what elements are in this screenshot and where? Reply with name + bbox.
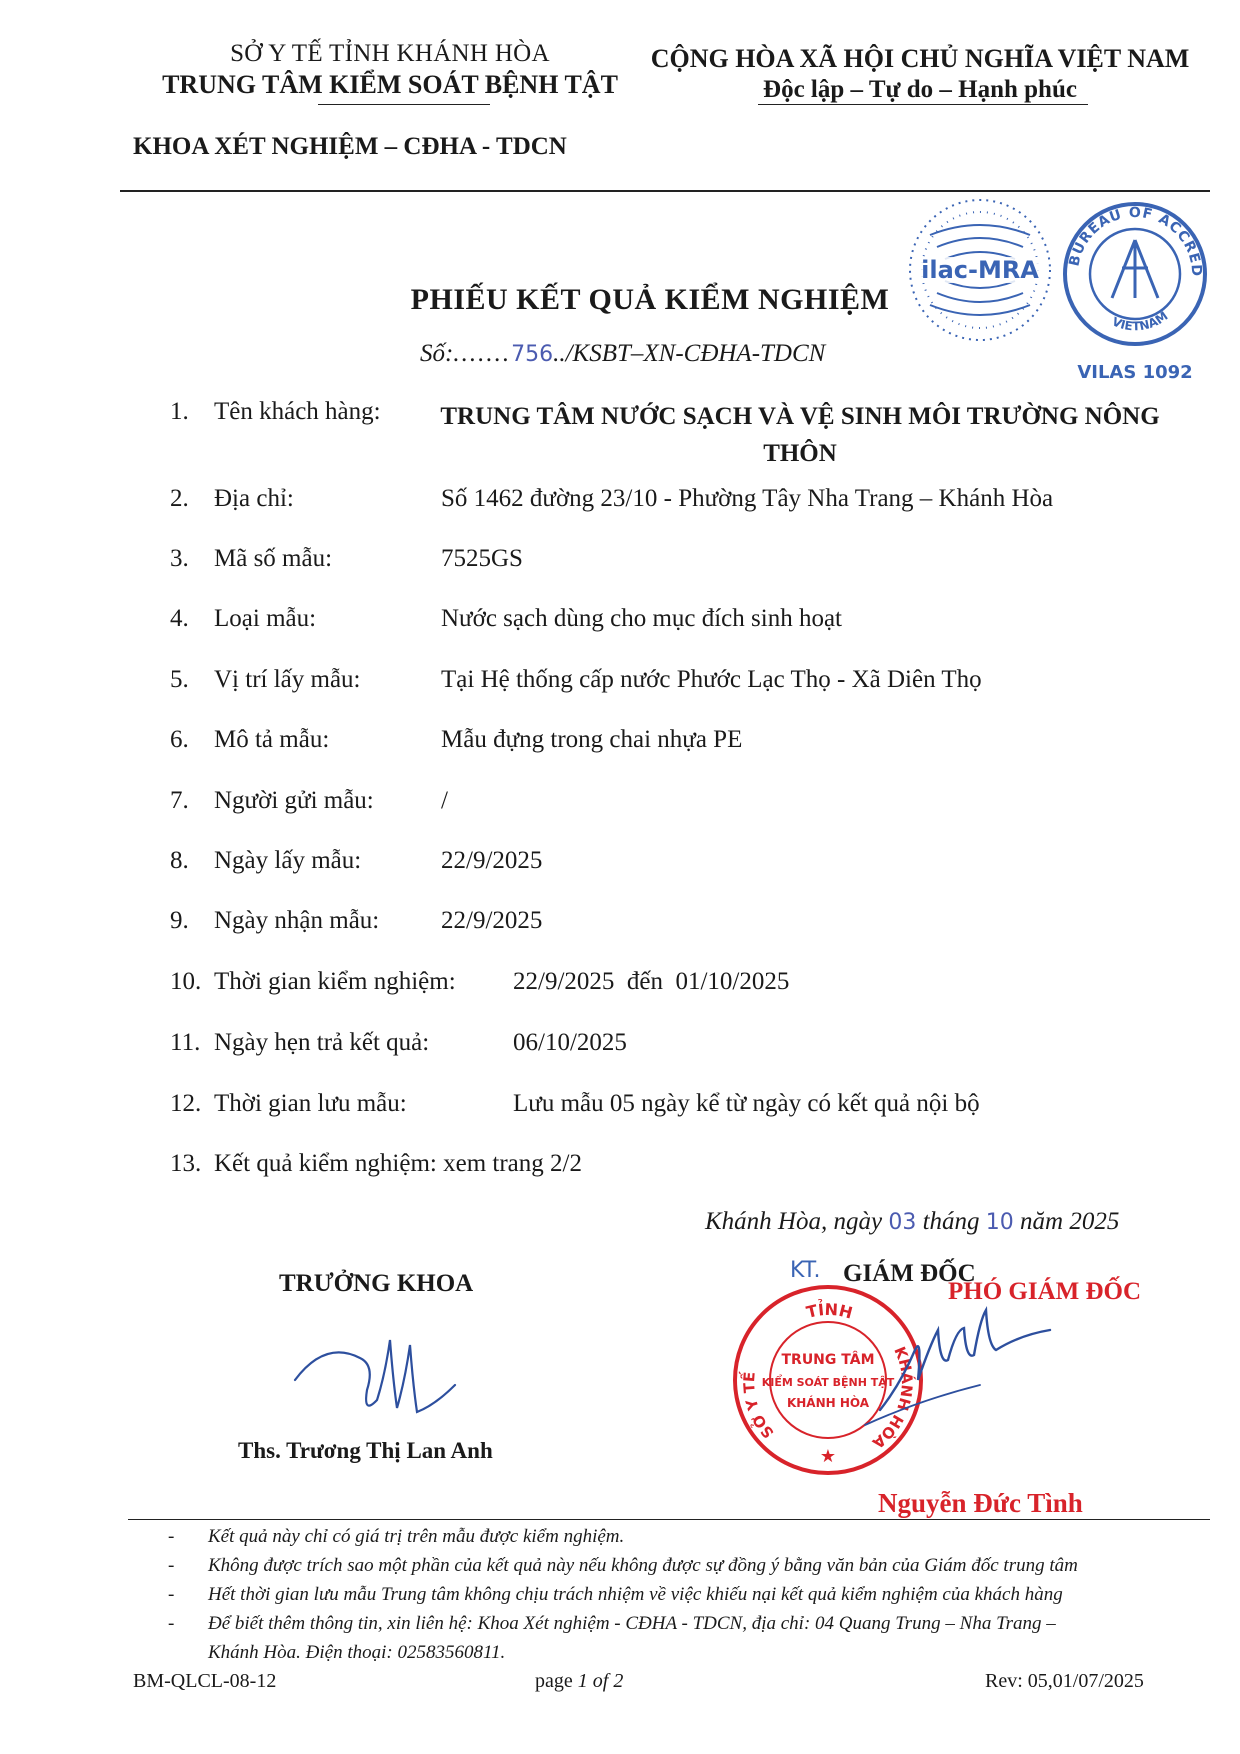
field-sample-type bbox=[170, 605, 316, 633]
org-header bbox=[130, 40, 650, 100]
field-number: 8. bbox=[170, 847, 189, 874]
field-label: Thời gian lưu mẫu: bbox=[214, 1090, 407, 1117]
field-label: Người gửi mẫu: bbox=[214, 787, 374, 814]
vietnam-arc-text: VIETNAM bbox=[1109, 308, 1171, 334]
motto-underline bbox=[758, 104, 1088, 105]
vilas-code: VILAS 1092 bbox=[1077, 362, 1193, 383]
received-date-value: 22/9/2025 bbox=[441, 907, 543, 934]
svg-text:VIETNAM bbox=[1110, 309, 1171, 334]
note-text: Không được trích sao một phần của kết quả này nếu không được sự đồng ý bằng văn bản của Giám đốc trung tâm bbox=[208, 1555, 1078, 1576]
field-number: 2. bbox=[170, 485, 189, 512]
ilac-mra-logo bbox=[905, 195, 1055, 345]
bureau-accreditation-logo bbox=[1060, 198, 1210, 383]
field-result-return-date bbox=[170, 1029, 429, 1057]
field-number: 4. bbox=[170, 605, 189, 632]
header-divider bbox=[120, 190, 1210, 192]
field-sample-description bbox=[170, 726, 329, 754]
field-label: Loại mẫu: bbox=[214, 605, 317, 632]
stamp-top-text: TỈNH bbox=[804, 1299, 855, 1323]
field-number: 3. bbox=[170, 545, 189, 572]
page-value: 1 of 2 bbox=[577, 1670, 624, 1692]
field-label: Địa chỉ: bbox=[214, 485, 294, 512]
deputy-director-title: PHÓ GIÁM ĐỐC bbox=[948, 1278, 1142, 1305]
number-suffix: /KSBT–XN-CĐHA-TDCN bbox=[565, 340, 826, 367]
head-of-dept-title: TRƯỞNG KHOA bbox=[279, 1270, 474, 1297]
customer-name: TRUNG TÂM NƯỚC SẠCH VÀ VỆ SINH MÔI TRƯỜNG NÔNG THÔN bbox=[440, 403, 1160, 467]
sampling-date-value: 22/9/2025 bbox=[441, 847, 543, 874]
revision-code: Rev: 05,01/07/2025 bbox=[985, 1670, 1144, 1692]
stamp-line2: KIỂM SOÁT BỆNH TẬT bbox=[761, 1376, 895, 1389]
test-period-value: 22/9/2025 đến 01/10/2025 bbox=[513, 968, 790, 995]
svg-text:BUREAU OF ACCREDITATION bbox=[1060, 198, 1204, 277]
svg-text:TỈNH bbox=[805, 1298, 855, 1323]
document-number: Số:.......756../KSBT–XN-CĐHA-TDCN bbox=[420, 340, 826, 367]
address-value: Số 1462 đường 23/10 - Phường Tây Nha Trang – Khánh Hòa bbox=[441, 485, 1054, 512]
sample-description-value: Mẫu đựng trong chai nhựa PE bbox=[441, 726, 743, 753]
field-number: 10. bbox=[170, 968, 202, 995]
kt-mark: KT. bbox=[790, 1258, 821, 1283]
field-customer bbox=[170, 398, 381, 426]
field-label: Vị trí lấy mẫu: bbox=[214, 666, 361, 693]
page-prefix: page bbox=[535, 1670, 573, 1692]
handwritten-number: 756 bbox=[511, 342, 554, 367]
org-underline bbox=[318, 104, 490, 105]
note-item: - Để biết thêm thông tin, xin liên hệ: Khoa Xét nghiệm - CĐHA - TDCN, địa chỉ: 04 Quang Trung – Nha Trang – bbox=[168, 1613, 1056, 1634]
director-name: Nguyễn Đức Tình bbox=[878, 1488, 1083, 1518]
date-year: năm 2025 bbox=[1020, 1208, 1120, 1235]
parent-org: SỞ Y TẾ TỈNH KHÁNH HÒA bbox=[230, 40, 550, 67]
note-item: - Hết thời gian lưu mẫu Trung tâm không chịu trách nhiệm về việc khiếu nại kết quả kiểm nghiệm của khách hàng bbox=[168, 1584, 1063, 1605]
field-sample-code bbox=[170, 545, 332, 573]
date-day: 03 bbox=[888, 1210, 917, 1235]
note-continuation: Khánh Hòa. Điện thoại: 02583560811. bbox=[208, 1642, 506, 1663]
ilac-logo-text: ilac-MRA bbox=[921, 256, 1039, 284]
note-item: - Không được trích sao một phần của kết quả này nếu không được sự đồng ý bằng văn bản của Giám đốc trung tâm bbox=[168, 1555, 1078, 1576]
field-number: 5. bbox=[170, 666, 189, 693]
field-label: Mô tả mẫu: bbox=[214, 726, 330, 753]
national-header bbox=[650, 44, 1190, 104]
storage-time-value: Lưu mẫu 05 ngày kể từ ngày có kết quả nội bộ bbox=[513, 1090, 980, 1117]
field-test-period bbox=[170, 968, 456, 996]
field-number: 7. bbox=[170, 787, 189, 814]
field-label: Ngày hẹn trả kết quả: bbox=[214, 1029, 430, 1056]
date-place: Khánh Hòa, ngày bbox=[705, 1208, 883, 1235]
stamp-left-text: SỞ Y TẾ bbox=[740, 1371, 778, 1442]
field-label: Thời gian kiểm nghiệm: bbox=[214, 968, 456, 995]
notes-divider bbox=[128, 1519, 1210, 1520]
field-number: 6. bbox=[170, 726, 189, 753]
bureau-arc-text: BUREAU OF ACCRED bbox=[1066, 204, 1205, 278]
date-month: 10 bbox=[985, 1210, 1014, 1235]
number-prefix: Số: bbox=[420, 340, 454, 367]
field-label: Mã số mẫu: bbox=[214, 545, 333, 572]
field-label: Kết quả kiểm nghiệm: xem trang 2/2 bbox=[214, 1150, 582, 1177]
note-item: - Kết quả này chỉ có giá trị trên mẫu được kiểm nghiệm. bbox=[168, 1526, 625, 1547]
org-name: TRUNG TÂM KIỂM SOÁT BỆNH TẬT bbox=[162, 70, 618, 99]
note-text: Để biết thêm thông tin, xin liên hệ: Khoa Xét nghiệm - CĐHA - TDCN, địa chỉ: 04 Quang Trung – Nha Trang – bbox=[208, 1613, 1056, 1634]
field-label: Ngày nhận mẫu: bbox=[214, 907, 380, 934]
director-title: GIÁM ĐỐC bbox=[843, 1260, 976, 1287]
field-number: 11. bbox=[170, 1029, 201, 1056]
note-text: Kết quả này chỉ có giá trị trên mẫu được kiểm nghiệm. bbox=[208, 1526, 625, 1547]
director-signature-image bbox=[860, 1290, 1060, 1430]
stamp-line1: TRUNG TÂM bbox=[781, 1352, 875, 1368]
page-indicator bbox=[535, 1670, 623, 1693]
document-title: PHIẾU KẾT QUẢ KIỂM NGHIỆM bbox=[410, 283, 890, 316]
stamp-line3: KHÁNH HÒA bbox=[786, 1396, 870, 1410]
result-return-date-value: 06/10/2025 bbox=[513, 1029, 627, 1056]
field-sampling-date bbox=[170, 847, 361, 875]
sample-type-value: Nước sạch dùng cho mục đích sinh hoạt bbox=[441, 605, 842, 632]
national-title: CỘNG HÒA XÃ HỘI CHỦ NGHĨA VIỆT NAM bbox=[650, 44, 1190, 73]
field-number: 9. bbox=[170, 907, 189, 934]
sampling-location-value: Tại Hệ thống cấp nước Phước Lạc Thọ - Xã Diên Thọ bbox=[441, 666, 982, 693]
sample-code-value: 7525GS bbox=[441, 545, 523, 572]
field-address bbox=[170, 485, 294, 513]
field-number: 12. bbox=[170, 1090, 202, 1117]
form-code: BM-QLCL-08-12 bbox=[133, 1670, 277, 1692]
head-of-dept-name: Ths. Trương Thị Lan Anh bbox=[238, 1438, 493, 1463]
stamp-star-icon: ★ bbox=[819, 1446, 837, 1467]
place-date bbox=[705, 1208, 1119, 1236]
national-motto: Độc lập – Tự do – Hạnh phúc bbox=[763, 76, 1077, 103]
field-sender bbox=[170, 787, 374, 815]
field-received-date bbox=[170, 907, 379, 935]
department-name: KHOA XÉT NGHIỆM – CĐHA - TDCN bbox=[133, 133, 567, 160]
stamp-right-text: KHÁNH HÒA bbox=[868, 1344, 916, 1453]
sender-value: / bbox=[441, 787, 448, 814]
note-text: Hết thời gian lưu mẫu Trung tâm không chịu trách nhiệm về việc khiếu nại kết quả kiểm nghiệm của khách hàng bbox=[208, 1584, 1063, 1605]
field-label: Ngày lấy mẫu: bbox=[214, 847, 362, 874]
field-test-result bbox=[170, 1150, 582, 1178]
field-number: 13. bbox=[170, 1150, 202, 1177]
field-storage-time bbox=[170, 1090, 407, 1118]
head-signature-image bbox=[285, 1320, 465, 1430]
date-month-word: tháng bbox=[922, 1208, 980, 1235]
field-label: Tên khách hàng: bbox=[214, 398, 381, 425]
field-number: 1. bbox=[170, 398, 189, 425]
field-sampling-location bbox=[170, 666, 361, 694]
